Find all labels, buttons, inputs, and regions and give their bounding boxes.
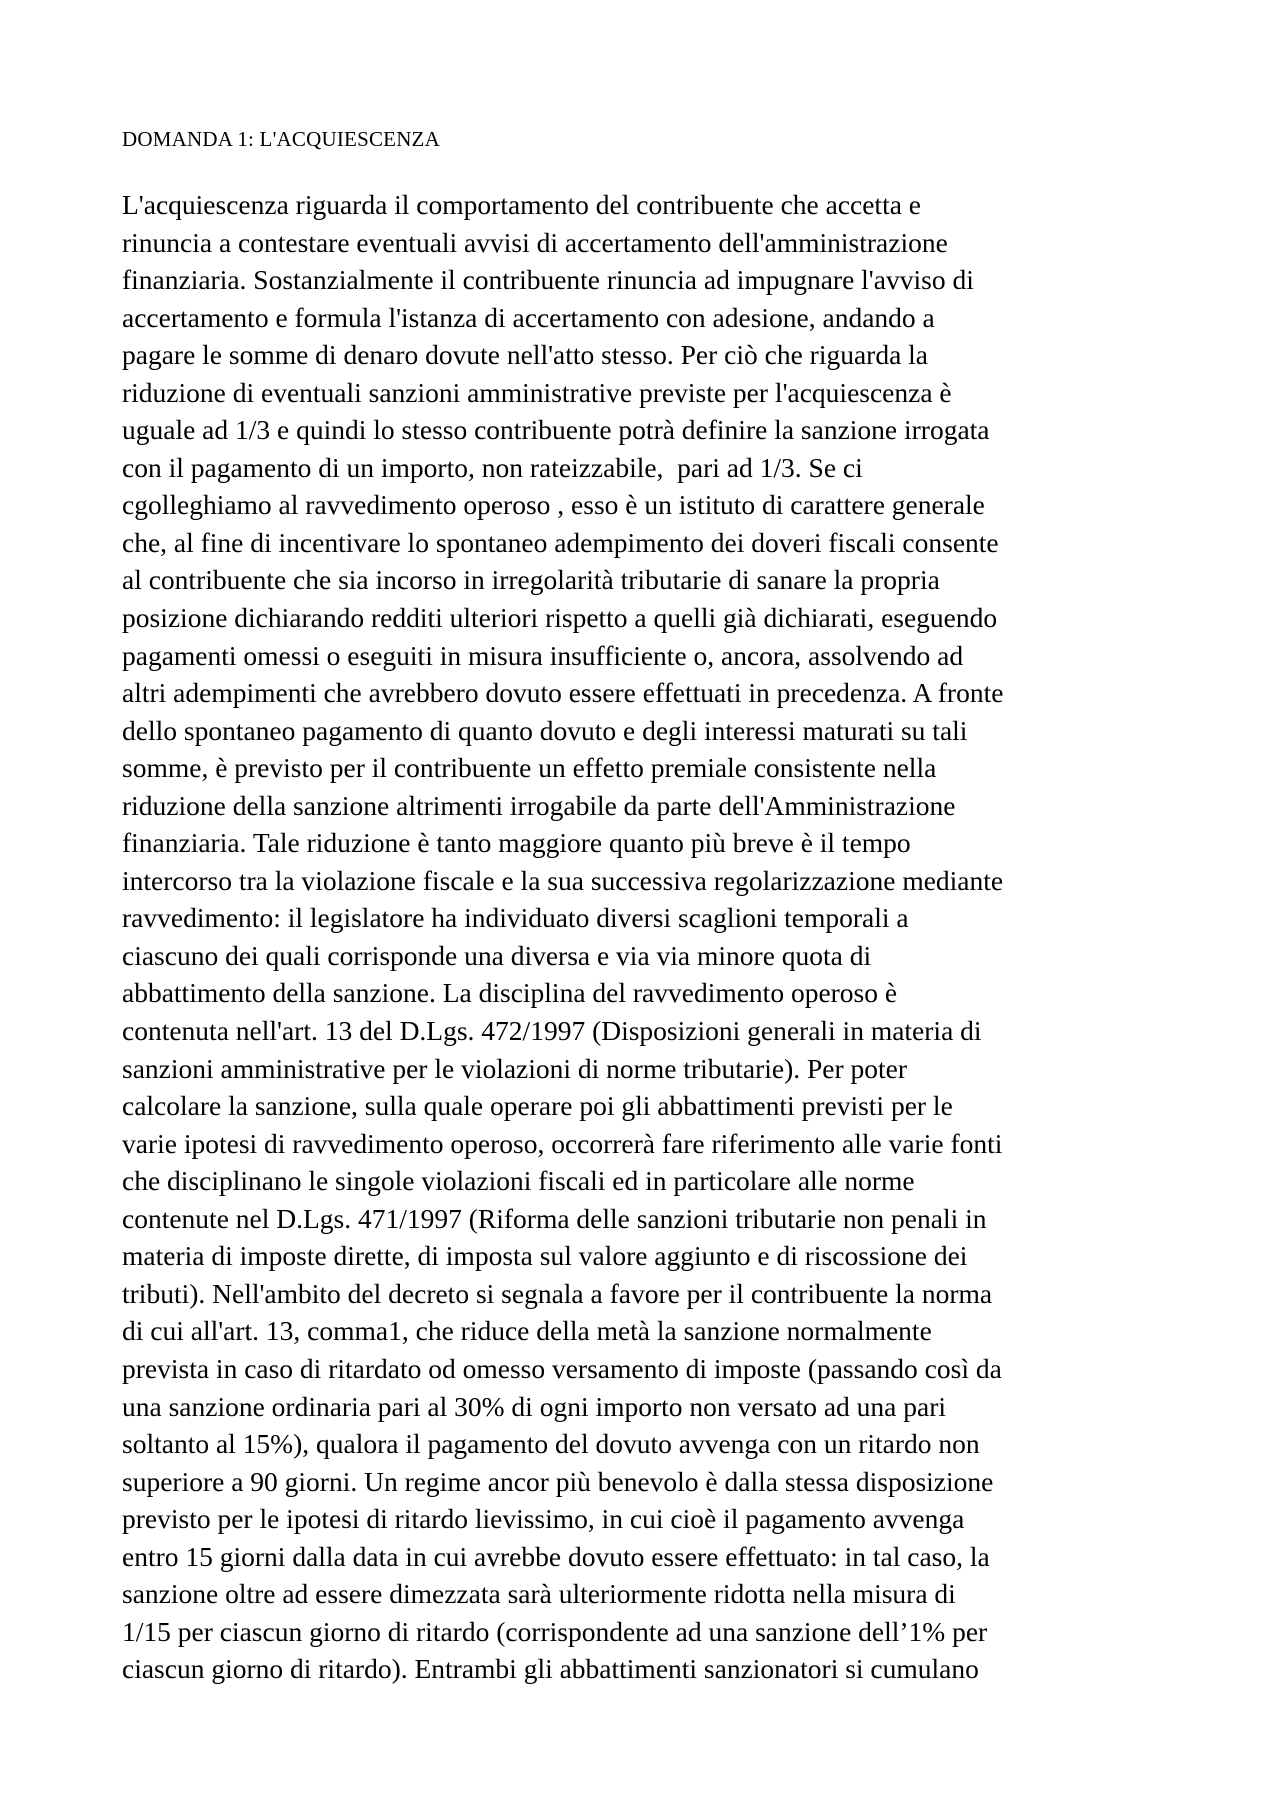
- document-body: [122, 186, 1182, 1688]
- text-line: previsto per le ipotesi di ritardo lievissimo, in cui cioè il pagamento avvenga: [122, 1503, 965, 1535]
- text-line: contenuta nell'art. 13 del D.Lgs. 472/1997 (Disposizioni generali in materia di: [122, 1015, 982, 1047]
- document-heading: DOMANDA 1: L'ACQUIESCENZA: [122, 127, 440, 151]
- text-line: accertamento e formula l'istanza di accertamento con adesione, andando a: [122, 301, 935, 333]
- text-line: cgolleghiamo al ravvedimento operoso , esso è un istituto di carattere generale: [122, 489, 985, 521]
- text-line: posizione dichiarando redditi ulteriori rispetto a quelli già dichiarati, eseguendo: [122, 602, 998, 634]
- text-line: contenute nel D.Lgs. 471/1997 (Riforma delle sanzioni tributarie non penali in: [122, 1202, 987, 1234]
- text-line: materia di imposte dirette, di imposta sul valore aggiunto e di riscossione dei: [122, 1240, 968, 1272]
- text-line: rinuncia a contestare eventuali avvisi di accertamento dell'amministrazione: [122, 226, 948, 258]
- text-line: pagare le somme di denaro dovute nell'atto stesso. Per ciò che riguarda la: [122, 339, 928, 371]
- text-line: superiore a 90 giorni. Un regime ancor più benevolo è dalla stessa disposizione: [122, 1465, 994, 1497]
- text-line: al contribuente che sia incorso in irregolarità tributarie di sanare la propria: [122, 564, 940, 596]
- text-line: pagamenti omessi o eseguiti in misura insufficiente o, ancora, assolvendo ad: [122, 639, 964, 671]
- text-line: sanzioni amministrative per le violazioni di norme tributarie). Per poter: [122, 1052, 908, 1084]
- text-line: 1/15 per ciascun giorno di ritardo (corrispondente ad una sanzione dell’1% per: [122, 1615, 988, 1647]
- text-line: dello spontaneo pagamento di quanto dovuto e degli interessi maturati su tali: [122, 714, 968, 746]
- text-line: uguale ad 1/3 e quindi lo stesso contribuente potrà definire la sanzione irrogata: [122, 414, 990, 446]
- text-line: tributi). Nell'ambito del decreto si segnala a favore per il contribuente la norma: [122, 1277, 993, 1309]
- text-line: con il pagamento di un importo, non rateizzabile, pari ad 1/3. Se ci: [122, 451, 863, 483]
- text-line: che, al fine di incentivare lo spontaneo adempimento dei doveri fiscali consente: [122, 526, 999, 558]
- text-line: altri adempimenti che avrebbero dovuto essere effettuati in precedenza. A fronte: [122, 677, 1004, 709]
- text-line: intercorso tra la violazione fiscale e la sua successiva regolarizzazione mediante: [122, 864, 1004, 896]
- text-line: di cui all'art. 13, comma1, che riduce della metà la sanzione normalmente: [122, 1315, 932, 1347]
- text-line: abbattimento della sanzione. La disciplina del ravvedimento operoso è: [122, 977, 898, 1009]
- text-line: riduzione della sanzione altrimenti irrogabile da parte dell'Amministrazione: [122, 789, 956, 821]
- text-line: una sanzione ordinaria pari al 30% di ogni importo non versato ad una pari: [122, 1390, 946, 1422]
- text-line: calcolare la sanzione, sulla quale operare poi gli abbattimenti previsti per le: [122, 1090, 953, 1122]
- text-line: finanziaria. Tale riduzione è tanto maggiore quanto più breve è il tempo: [122, 827, 911, 859]
- text-line: riduzione di eventuali sanzioni amministrative previste per l'acquiescenza è: [122, 376, 952, 408]
- text-line: sanzione oltre ad essere dimezzata sarà ulteriormente ridotta nella misura di: [122, 1578, 956, 1610]
- text-line: finanziaria. Sostanzialmente il contribuente rinuncia ad impugnare l'avviso di: [122, 264, 974, 296]
- text-line: somme, è previsto per il contribuente un effetto premiale consistente nella: [122, 752, 937, 784]
- text-line: soltanto al 15%), qualora il pagamento del dovuto avvenga con un ritardo non: [122, 1428, 980, 1460]
- text-line: ravvedimento: il legislatore ha individuato diversi scaglioni temporali a: [122, 902, 909, 934]
- text-line: che disciplinano le singole violazioni fiscali ed in particolare alle norme: [122, 1165, 915, 1197]
- text-line: ciascuno dei quali corrisponde una diversa e via via minore quota di: [122, 939, 872, 971]
- text-line: entro 15 giorni dalla data in cui avrebbe dovuto essere effettuato: in tal caso, la: [122, 1540, 990, 1572]
- text-line: L'acquiescenza riguarda il comportamento del contribuente che accetta e: [122, 189, 921, 220]
- text-line: prevista in caso di ritardato od omesso versamento di imposte (passando così da: [122, 1352, 1002, 1384]
- text-line: varie ipotesi di ravvedimento operoso, occorrerà fare riferimento alle varie fonti: [122, 1127, 1003, 1159]
- text-line: ciascun giorno di ritardo). Entrambi gli abbattimenti sanzionatori si cumulano: [122, 1653, 979, 1685]
